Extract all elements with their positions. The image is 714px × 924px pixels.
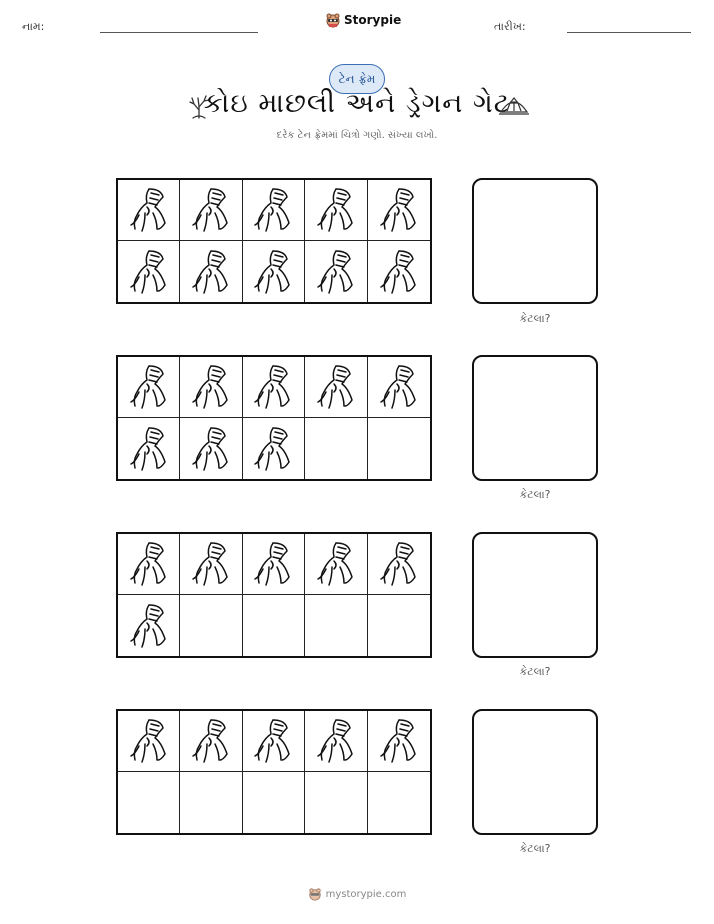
ten-frame-3	[116, 532, 432, 658]
frame-cell-empty	[243, 772, 305, 833]
frame-cell-empty	[368, 418, 430, 479]
footer	[0, 887, 714, 901]
dragon-claw-icon	[377, 362, 421, 412]
frame-cell	[243, 357, 305, 418]
ten-frame-4	[116, 709, 432, 835]
dragon-claw-icon	[189, 247, 233, 297]
frame-cell	[305, 180, 367, 241]
dragon-claw-icon	[251, 716, 295, 766]
how-many-label: કેટલા?	[519, 312, 551, 325]
dragon-claw-icon	[314, 362, 358, 412]
frame-cell	[180, 241, 242, 302]
dragon-claw-icon	[189, 362, 233, 412]
dragon-claw-icon	[314, 185, 358, 235]
dragon-claw-icon	[189, 539, 233, 589]
dragon-claw-icon	[314, 247, 358, 297]
frame-cell	[368, 180, 430, 241]
dragon-claw-icon	[127, 716, 171, 766]
frame-cell-empty	[305, 418, 367, 479]
answer-box-2[interactable]	[472, 355, 598, 481]
frame-cell	[305, 534, 367, 595]
dragon-claw-icon	[189, 716, 233, 766]
dragon-claw-icon	[127, 362, 171, 412]
brand-logo	[325, 12, 401, 28]
dragon-claw-icon	[189, 424, 233, 474]
dragon-claw-icon	[251, 539, 295, 589]
how-many-label: કેટલા?	[519, 665, 551, 678]
name-label: નામ:	[22, 20, 45, 33]
dragon-claw-icon	[127, 424, 171, 474]
page-title: કોઇ માછલી અને ડ્રેગન ગેટ	[203, 88, 511, 119]
frame-cell	[180, 534, 242, 595]
frame-cell	[243, 418, 305, 479]
frame-cell-empty	[118, 772, 180, 833]
mascot-icon	[325, 12, 341, 28]
dragon-claw-icon	[189, 185, 233, 235]
answer-box-3[interactable]	[472, 532, 598, 658]
frame-cell-empty	[368, 772, 430, 833]
frame-cell	[180, 357, 242, 418]
dragon-claw-icon	[251, 185, 295, 235]
frame-cell	[118, 180, 180, 241]
frame-cell	[118, 418, 180, 479]
frame-cell	[243, 711, 305, 772]
frame-cell	[180, 711, 242, 772]
frame-cell	[118, 711, 180, 772]
ten-frame-2	[116, 355, 432, 481]
topic-pill: ટેન ફ્રેમ	[329, 64, 385, 94]
dragon-claw-icon	[127, 185, 171, 235]
frame-cell	[180, 180, 242, 241]
frame-cell	[305, 357, 367, 418]
answer-box-1[interactable]	[472, 178, 598, 304]
frame-cell	[243, 241, 305, 302]
frame-cell	[118, 534, 180, 595]
dragon-claw-icon	[251, 424, 295, 474]
dragon-claw-icon	[127, 539, 171, 589]
frame-cell-empty	[305, 772, 367, 833]
dragon-claw-icon	[127, 247, 171, 297]
name-line[interactable]	[100, 32, 258, 33]
dragon-claw-icon	[314, 716, 358, 766]
frame-cell	[118, 357, 180, 418]
frame-cell-empty	[180, 595, 242, 656]
dragon-claw-icon	[314, 539, 358, 589]
turtle-shell-icon	[498, 92, 530, 120]
ten-frame-1	[116, 178, 432, 304]
date-label: તારીખ:	[494, 20, 526, 33]
how-many-label: કેટલા?	[519, 842, 551, 855]
dragon-claw-icon	[251, 247, 295, 297]
dragon-claw-icon	[127, 601, 171, 651]
frame-cell	[305, 711, 367, 772]
brand-name: Storypie	[344, 13, 402, 27]
frame-cell	[243, 534, 305, 595]
frame-cell	[368, 711, 430, 772]
frame-cell-empty	[243, 595, 305, 656]
dragon-claw-icon	[377, 185, 421, 235]
how-many-label: કેટલા?	[519, 488, 551, 501]
mascot-icon	[308, 887, 322, 901]
frame-cell-empty	[368, 595, 430, 656]
date-line[interactable]	[567, 32, 691, 33]
dragon-claw-icon	[251, 362, 295, 412]
frame-cell-empty	[305, 595, 367, 656]
frame-cell	[243, 180, 305, 241]
footer-site[interactable]: mystorypie.com	[325, 888, 407, 900]
frame-cell	[180, 418, 242, 479]
frame-cell	[118, 241, 180, 302]
frame-cell	[368, 357, 430, 418]
frame-cell	[118, 595, 180, 656]
frame-cell-empty	[180, 772, 242, 833]
frame-cell	[305, 241, 367, 302]
dragon-claw-icon	[377, 247, 421, 297]
frame-cell	[368, 534, 430, 595]
dragon-claw-icon	[377, 716, 421, 766]
instructions: દરેક ટેન ફ્રેમમાં ચિત્રો ગણો. સંખ્યા લખો.	[276, 130, 438, 141]
frame-cell	[368, 241, 430, 302]
dragon-claw-icon	[377, 539, 421, 589]
answer-box-4[interactable]	[472, 709, 598, 835]
